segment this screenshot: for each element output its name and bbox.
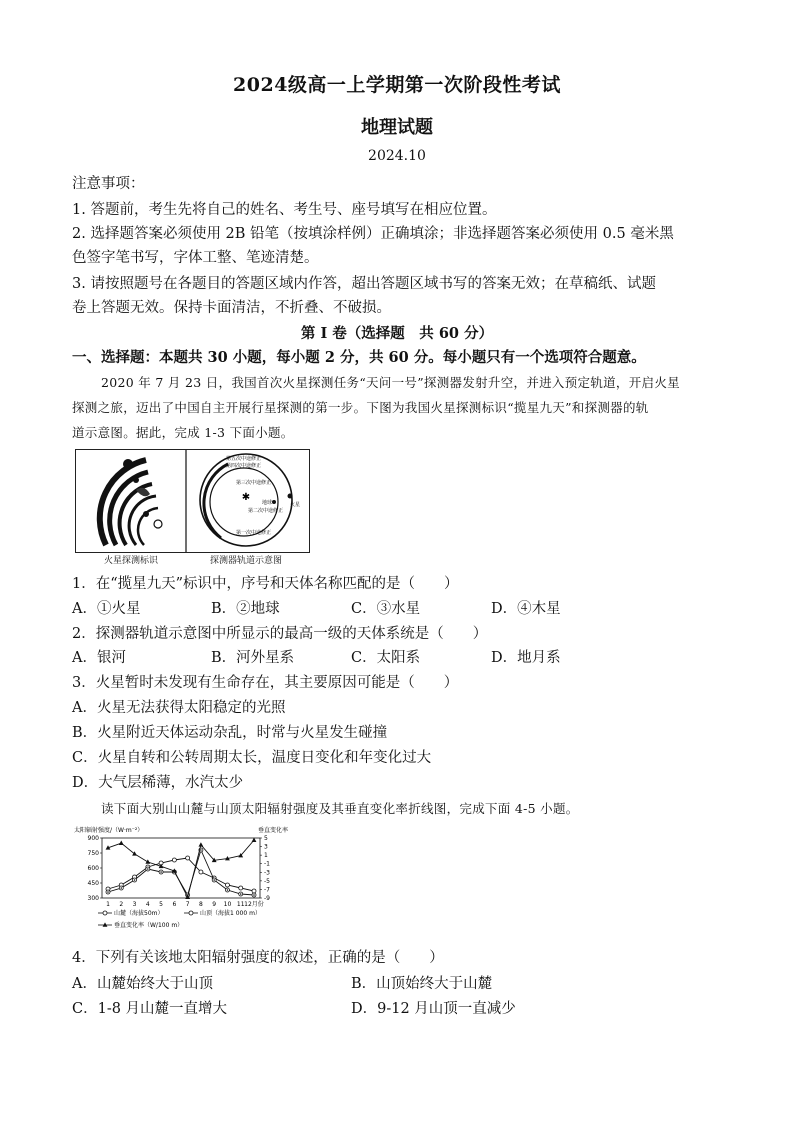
series-point-1 bbox=[239, 886, 243, 890]
legend-marker-2 bbox=[189, 911, 193, 915]
q3-stem: 3．火星暂时未发现有生命存在，其主要原因可能是（ ） bbox=[72, 675, 459, 691]
svg-text:✱: ✱ bbox=[241, 492, 251, 503]
series-point-1 bbox=[252, 889, 256, 893]
series-point-dot-2 bbox=[200, 849, 202, 851]
notice-item-1: 1. 答题前，考生先将自己的姓名、考生号、座号填写在相应位置。 bbox=[72, 202, 497, 218]
svg-text:第五次中途修正: 第五次中途修正 bbox=[226, 456, 262, 462]
svg-text:第一次中途修正: 第一次中途修正 bbox=[236, 530, 272, 536]
x-tick-label: 5 bbox=[159, 901, 164, 908]
section-instruction: 一、选择题：本题共 30 小题，每小题 2 分，共 60 分。每小题只有一个选项符合题意。 bbox=[72, 349, 646, 366]
right-tick-label: 3 bbox=[264, 843, 268, 851]
legend-label-3: 垂直变化率（W/100 m） bbox=[114, 922, 184, 929]
right-tick-label: -5 bbox=[264, 877, 270, 885]
orbit-diagram-icon bbox=[200, 454, 300, 546]
x-tick-label: 3 bbox=[132, 901, 137, 908]
series-line-3 bbox=[108, 840, 254, 897]
series-point-1 bbox=[225, 883, 229, 887]
x-tick-label: 1 bbox=[106, 901, 110, 908]
left-tick-label: 450 bbox=[87, 880, 99, 887]
radiation-chart-svg bbox=[72, 824, 302, 934]
x-tick-label: 11 bbox=[236, 901, 245, 908]
mars-figure bbox=[75, 449, 310, 553]
series-point-dot-2 bbox=[147, 868, 149, 870]
section-title: 第 I 卷（选择题 共 60 分） bbox=[300, 325, 494, 342]
radiation-chart bbox=[72, 824, 302, 934]
left-tick-label: 300 bbox=[87, 895, 99, 902]
q2-stem: 2．探测器轨道示意图中所显示的最高一级的天体系统是（ ） bbox=[72, 626, 488, 642]
left-tick-label: 600 bbox=[87, 865, 99, 872]
q2-option-c: C．太阳系 bbox=[351, 650, 421, 666]
x-tick-label: 12月份 bbox=[244, 901, 264, 908]
q1-option-a: A．①火星 bbox=[72, 601, 141, 617]
figure1-left-caption: 火星探测标识 bbox=[104, 556, 159, 566]
svg-text:地球: 地球 bbox=[262, 500, 273, 506]
notice-heading: 注意事项： bbox=[72, 176, 145, 192]
series-point-1 bbox=[186, 856, 190, 860]
exam-date: 2024.10 bbox=[368, 148, 426, 164]
left-tick-label: 900 bbox=[87, 835, 99, 842]
x-tick-label: 9 bbox=[212, 901, 217, 908]
x-tick-label: 8 bbox=[198, 901, 203, 908]
svg-text:第四次中途修正: 第四次中途修正 bbox=[226, 463, 262, 469]
left-tick-label: 750 bbox=[87, 850, 99, 857]
x-tick-label: 10 bbox=[223, 901, 232, 908]
notice-item-3-cont: 卷上答题无效。保持卡面清洁，不折叠、不破损。 bbox=[72, 300, 391, 316]
q4-option-d: D．9-12 月山顶一直减少 bbox=[351, 1001, 516, 1017]
subject-title: 地理试题 bbox=[361, 117, 433, 138]
legend-label-2: 山顶（海拔1 000 m） bbox=[200, 910, 261, 917]
series-point-dot-2 bbox=[120, 887, 122, 889]
right-tick-label: -1 bbox=[264, 860, 270, 868]
q4-option-b: B．山顶始终大于山麓 bbox=[351, 976, 493, 992]
mars-logo-icon bbox=[100, 459, 162, 545]
passage1-line-2: 探测之旅，迈出了中国自主开展行星探测的第一步。下图为我国火星探测标识“揽星九天”和探测器的轨 bbox=[72, 400, 649, 415]
q1-option-d: D．④木星 bbox=[491, 601, 561, 617]
passage1-line-3: 道示意图。据此，完成 1-3 下面小题。 bbox=[72, 425, 294, 440]
q3-option-d: D．大气层稀薄，水汽太少 bbox=[72, 775, 244, 791]
series-point-3 bbox=[199, 842, 204, 846]
series-point-dot-2 bbox=[227, 889, 229, 891]
q2-option-d: D．地月系 bbox=[491, 650, 561, 666]
series-point-dot-2 bbox=[213, 879, 215, 881]
figure1-right-caption: 探测器轨道示意图 bbox=[210, 556, 283, 566]
q1-option-b: B．②地球 bbox=[211, 601, 280, 617]
legend-label-1: 山麓（海拔50m） bbox=[114, 910, 164, 917]
series-point-dot-2 bbox=[160, 871, 162, 873]
series-point-1 bbox=[199, 870, 203, 874]
q3-option-a: A．火星无法获得太阳稳定的光照 bbox=[72, 700, 286, 716]
q2-option-a: A．银河 bbox=[72, 650, 126, 666]
left-axis-title: 太阳辐射强度/（W·m⁻²） bbox=[74, 827, 144, 834]
right-tick-label: -7 bbox=[264, 886, 270, 894]
right-tick-label: -3 bbox=[264, 869, 270, 877]
right-tick-label: -9 bbox=[264, 895, 270, 902]
x-tick-label: 6 bbox=[172, 901, 177, 908]
q3-option-c: C．火星自转和公转周期太长，温度日变化和年变化过大 bbox=[72, 750, 432, 766]
passage1-line-1: 2020 年 7 月 23 日，我国首次火星探测任务“天问一号”探测器发射升空，并进入预定轨道，开启火星 bbox=[101, 375, 680, 390]
svg-text:第三次中途修正: 第三次中途修正 bbox=[236, 480, 272, 486]
right-axis-title: 垂直变化率 bbox=[258, 827, 289, 834]
notice-item-2-cont: 色签字笔书写，字体工整、笔迹清楚。 bbox=[72, 250, 319, 266]
q4-stem: 4．下列有关该地太阳辐射强度的叙述，正确的是（ ） bbox=[72, 950, 444, 966]
passage2: 读下面大别山山麓与山顶太阳辐射强度及其垂直变化率折线图，完成下面 4-5 小题。 bbox=[101, 801, 579, 816]
q4-option-a: A．山麓始终大于山顶 bbox=[72, 976, 213, 992]
x-tick-label: 7 bbox=[185, 901, 190, 908]
svg-text:第二次中途修正: 第二次中途修正 bbox=[248, 508, 284, 514]
series-point-dot-2 bbox=[240, 893, 242, 895]
q2-option-b: B．河外星系 bbox=[211, 650, 295, 666]
series-point-1 bbox=[172, 858, 176, 862]
notice-item-2: 2. 选择题答案必须使用 2B 铅笔（按填涂样例）正确填涂；非选择题答案必须使用 0.5 毫米黑 bbox=[72, 226, 674, 242]
exam-title: 2024级高一上学期第一次阶段性考试 bbox=[233, 74, 561, 96]
series-point-dot-2 bbox=[134, 879, 136, 881]
q1-stem: 1．在“揽星九天”标识中，序号和天体名称匹配的是（ ） bbox=[72, 576, 459, 592]
series-point-3 bbox=[119, 841, 124, 845]
legend-marker-1 bbox=[103, 911, 107, 915]
q4-option-c: C．1-8 月山麓一直增大 bbox=[72, 1001, 228, 1017]
right-tick-label: 5 bbox=[264, 835, 268, 842]
series-line-1 bbox=[108, 858, 254, 891]
legend-marker-3 bbox=[103, 922, 108, 926]
mars-figure-graphic bbox=[76, 450, 309, 552]
x-tick-label: 2 bbox=[119, 901, 124, 908]
svg-text:火星: 火星 bbox=[290, 502, 301, 508]
q3-option-b: B．火星附近天体运动杂乱，时常与火星发生碰撞 bbox=[72, 725, 388, 741]
series-point-dot-2 bbox=[107, 891, 109, 893]
series-line-2 bbox=[108, 850, 254, 895]
series-point-dot-2 bbox=[253, 894, 255, 896]
q1-option-c: C．③水星 bbox=[351, 601, 421, 617]
x-tick-label: 4 bbox=[145, 901, 150, 908]
series-point-3 bbox=[132, 851, 137, 855]
right-tick-label: 1 bbox=[264, 852, 268, 860]
notice-item-3: 3. 请按照题号在各题目的答题区域内作答，超出答题区域书写的答案无效；在草稿纸、试题 bbox=[72, 276, 656, 292]
series-point-3 bbox=[145, 859, 150, 863]
